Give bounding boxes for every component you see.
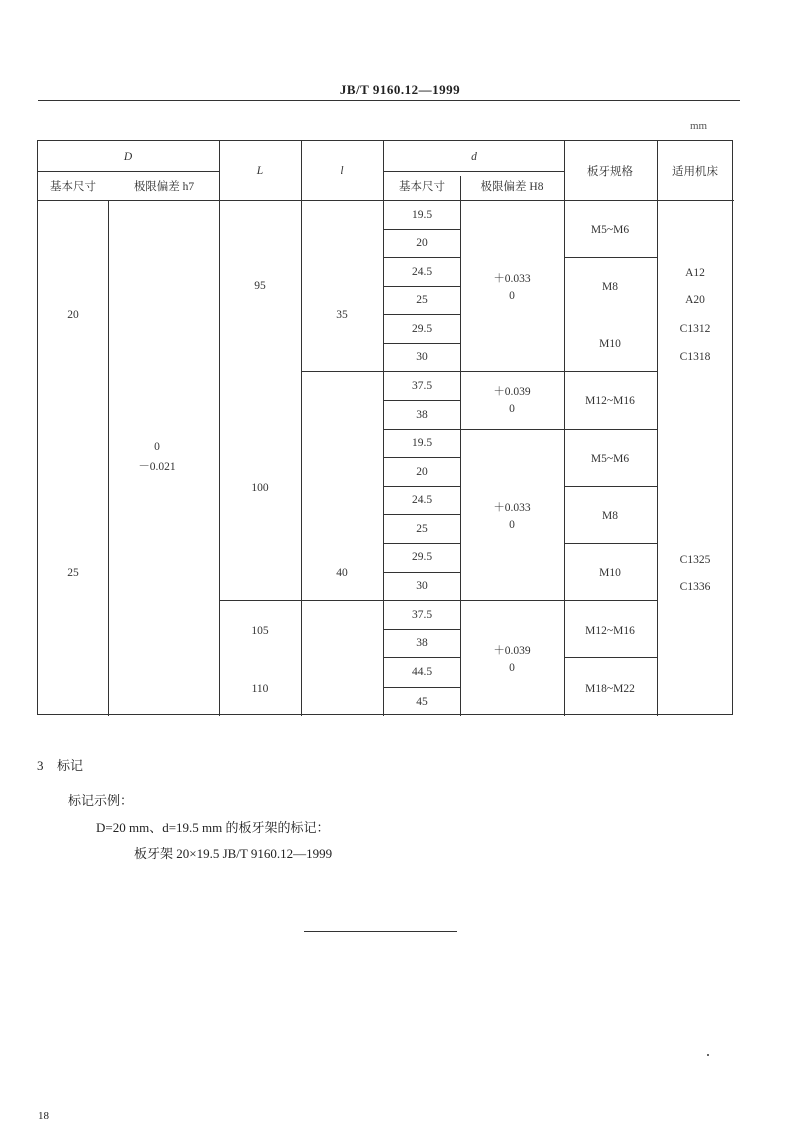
d-value: 24.5 [411,494,433,506]
header-rule [38,100,740,101]
standard-header: JB/T 9160.12—1999 [339,82,461,97]
d-value: 29.5 [411,323,433,335]
page-number: 18 [38,1110,49,1122]
L-value: 100 [251,482,269,494]
H8-tol-upper: ＋0.039 [493,386,531,398]
row-rule [383,286,460,287]
row-rule [383,687,460,688]
D-value: 25 [67,567,79,579]
row-rule [383,400,460,401]
d-value: 37.5 [411,380,433,392]
section-title: 标记 [57,758,84,773]
l-value: 35 [336,309,348,321]
D-tol-lower: －0.021 [138,461,176,473]
header-d: d [471,151,477,163]
d-value: 25 [416,294,428,306]
row-rule [383,514,460,515]
tap-spec: M12~M16 [585,395,635,407]
H8-tol-lower: 0 [509,519,515,531]
d-value: 30 [416,580,428,592]
col-rule [219,141,220,716]
row-rule [383,486,460,487]
H8-tol-lower: 0 [509,662,515,674]
header-tap: 板牙规格 [587,166,633,178]
row-rule [383,543,460,544]
header-D-basic: 基本尺寸 [50,181,96,193]
d-value: 20 [416,237,428,249]
header-L: L [256,165,264,177]
row-rule [301,371,657,372]
d-value: 29.5 [411,551,433,563]
row-rule [564,257,657,258]
row-rule [38,200,734,201]
d-value: 38 [416,637,428,649]
L-value: 105 [251,625,269,637]
machine-model: A20 [685,294,705,306]
row-rule [383,429,657,430]
H8-tol-lower: 0 [509,403,515,415]
tap-spec: M5~M6 [590,453,630,465]
col-rule [301,141,302,716]
row-rule [383,171,564,172]
H8-tol-lower: 0 [509,290,515,302]
d-value: 44.5 [411,666,433,678]
example-label: 标记示例： [68,793,134,808]
machine-model: C1336 [679,581,711,593]
row-rule [219,600,657,601]
header-D: D [123,151,133,163]
row-rule [564,657,657,658]
tap-spec: M18~M22 [585,683,635,695]
example-code: 板牙架 20×19.5 JB/T 9160.12—1999 [134,846,333,861]
header-l: l [340,165,344,177]
d-value: 19.5 [411,437,433,449]
row-rule [383,343,460,344]
d-value: 20 [416,466,428,478]
l-value: 40 [336,567,348,579]
header-d-tolerance: 极限偏差 H8 [480,181,544,193]
machine-model: C1325 [679,554,711,566]
tap-spec: M8 [602,281,618,293]
H8-tol-upper: ＋0.039 [493,645,531,657]
L-value: 95 [254,280,266,292]
machine-model: C1312 [679,323,711,335]
tap-spec: M10 [599,567,621,579]
section-heading [37,755,83,774]
dimension-table [37,140,733,715]
example-description: D=20 mm、d=19.5 mm 的板牙架的标记： [96,820,330,835]
H8-tol-upper: ＋0.033 [493,273,531,285]
tap-spec: M12~M16 [585,625,635,637]
d-value: 25 [416,523,428,535]
col-rule [657,141,658,716]
d-value: 37.5 [411,609,433,621]
row-rule [383,257,460,258]
row-rule [383,314,460,315]
row-rule [383,572,460,573]
L-value: 110 [251,683,269,695]
section-number: 3 [37,758,44,773]
machine-model: A12 [685,267,705,279]
row-rule [383,229,460,230]
H8-tol-upper: ＋0.033 [493,502,531,514]
unit-label: mm [690,120,708,132]
d-value: 19.5 [411,209,433,221]
header-d-basic: 基本尺寸 [399,181,445,193]
tap-spec: M5~M6 [590,224,630,236]
row-rule [38,171,219,172]
d-value: 38 [416,409,428,421]
col-rule [460,176,461,716]
end-rule [304,931,457,932]
tap-spec: M8 [602,510,618,522]
row-rule [564,486,657,487]
row-rule [564,543,657,544]
header-D-tolerance: 极限偏差 h7 [133,181,195,193]
D-tol-upper: 0 [154,441,160,453]
d-value: 45 [416,696,428,708]
col-rule [108,200,109,716]
row-rule [383,629,460,630]
d-value: 30 [416,351,428,363]
header-machine: 适用机床 [672,166,718,178]
machine-model: C1318 [679,351,711,363]
D-value: 20 [67,309,79,321]
row-rule [383,657,460,658]
scan-dot [707,1054,709,1056]
row-rule [383,457,460,458]
d-value: 24.5 [411,266,433,278]
tap-spec: M10 [599,338,621,350]
